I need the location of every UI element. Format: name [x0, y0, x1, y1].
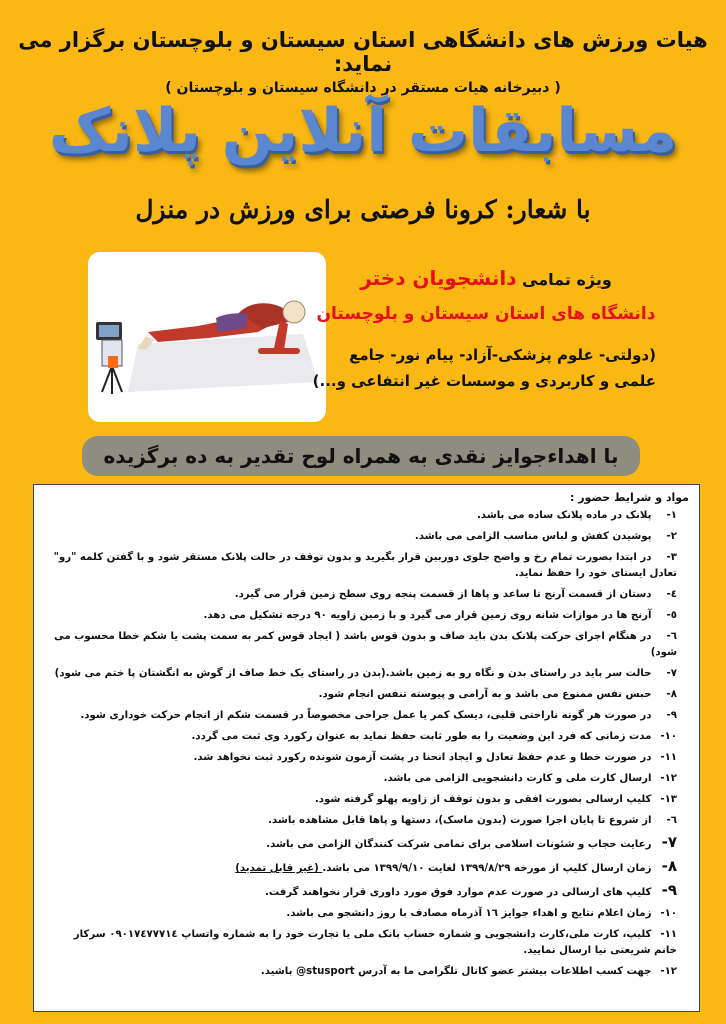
rule-number: ۳- [666, 552, 677, 563]
rule-text: کلیپ ارسالی بصورت افقی و بدون توقف از زاویه پهلو گرفته شود. [314, 794, 652, 805]
rule-number: ۸- [661, 857, 677, 875]
rules-box [33, 484, 700, 1012]
rule-item [48, 729, 689, 745]
rule-item [48, 587, 689, 603]
rule-text: آرنج ها در موازات شانه روی زمین قرار می گیرد و با زمین زاویه ۹۰ درجه تشکیل می دهد. [203, 610, 652, 621]
rule-number: ۸- [666, 689, 677, 700]
university-types-line-2: علمی و کاربردی و موسسات غیر انتفاعی و...) [312, 372, 656, 390]
rule-number: ۱۲- [660, 773, 677, 784]
rule-text: زمان اعلام نتایج و اهداء جوایز ۱٦ آذرماه مصادف با روز دانشجو می باشد. [286, 908, 652, 919]
rule-item [48, 906, 689, 922]
universities-line: دانشگاه های استان سیستان و بلوچستان [316, 304, 656, 324]
prize-banner: با اهداءجوایز نقدی به همراه لوح تقدیر به ده برگزیده [82, 436, 640, 476]
rule-item [48, 813, 689, 829]
slogan: با شعار: کرونا فرصتی برای ورزش در منزل [135, 195, 591, 224]
rule-number: ۱۰- [660, 908, 677, 919]
rule-item [48, 771, 689, 787]
plank-figure-icon [88, 252, 326, 422]
rule-number: ٦- [666, 631, 677, 642]
audience-highlight: دانشجویان دختر [360, 266, 517, 290]
rule-number: ٦- [666, 815, 677, 826]
rule-item [48, 708, 689, 724]
rule-item [48, 750, 689, 766]
rule-text: حالت سر باید در راستای بدن و نگاه رو به زمین باشد.(بدن در راستای یک خط صاف از گوش به انگشتان پا ختم می شود) [54, 668, 652, 679]
rule-text: از شروع تا پایان اجرا صورت (بدون ماسک)، دستها و پاها قابل مشاهده باشد. [268, 815, 652, 826]
competition-title: مسابقات آنلاین پلانک [48, 96, 678, 166]
rule-item [48, 687, 689, 703]
rule-number: ۱۱- [660, 929, 677, 940]
rule-item [48, 792, 689, 808]
rule-number: ۹- [661, 881, 677, 899]
rule-text: کلیپ، کارت ملی،کارت دانشجویی و شماره حساب بانک ملی یا تجارت خود را به شماره واتساپ ۰۹۰۱۷٤۷۷۷۱٤ سرکار خانم شریعتی نیا ارسال نمایید. [73, 929, 677, 956]
rule-item [48, 629, 689, 661]
rule-number: ۱۰- [660, 731, 677, 742]
rule-item [48, 550, 689, 582]
rule-number: ۱۲- [660, 966, 677, 977]
audience-line [306, 266, 666, 290]
rule-text: پلانک در ماده پلانک ساده می باشد. [476, 510, 652, 521]
rule-text: کلیپ های ارسالی در صورت عدم موارد فوق مورد داوری قرار نخواهند گرفت. [264, 887, 652, 898]
rule-text: دستان از قسمت آرنج تا ساعد و پاها از قسمت پنجه روی سطح زمین قرار می گیرد. [234, 589, 652, 600]
organizer-line: هیات ورزش های دانشگاهی استان سیستان و بلوچستان برگزار می نماید: [18, 28, 708, 76]
rule-item [48, 666, 689, 682]
rule-number: ۷- [666, 668, 677, 679]
rule-number: ۹- [666, 710, 677, 721]
rule-number: ۱۱- [660, 752, 677, 763]
audience-prefix: ویژه تمامی [522, 270, 612, 289]
rule-text: در صورت خطا و عدم حفظ تعادل و ایجاد انحنا در پشت آزمون شونده رکورد ثبت نخواهد شد. [193, 752, 652, 763]
rule-text: زمان ارسال کلیپ از مورخه ۱۳۹۹/۸/۲۹ لغایت ۱۳۹۹/۹/۱۰ می باشد. [322, 863, 652, 874]
rule-note: (غیر قابل تمدید) [235, 863, 323, 874]
rule-text: جهت کسب اطلاعات بیشتر عضو کانال تلگرامی ما به آدرس stusport@ باشید. [260, 966, 652, 977]
rule-text: مدت زمانی که فرد این وضعیت را به طور ثابت حفظ نماید به عنوان رکورد وی ثبت می گردد. [191, 731, 652, 742]
rule-text: رعایت حجاب و شئونات اسلامی برای تمامی شرکت کنندگان الزامی می باشد. [266, 839, 652, 850]
audience-block [306, 266, 666, 390]
rule-text: در هنگام اجرای حرکت پلانک بدن باید صاف و بدون قوس باشد ( ایجاد قوس کمر به سمت پشت یا شکم خطا محسوب می شود) [54, 631, 677, 658]
rule-item [48, 529, 689, 545]
rule-text: پوشیدن کفش و لباس مناسب الزامی می باشد. [414, 531, 652, 542]
header [0, 28, 726, 96]
rule-text: در صورت هر گونه ناراحتی قلبی، دیسک کمر یا عمل جراحی مخصوصاً در قسمت شکم از انجام حرکت خوداری شود. [80, 710, 652, 721]
plank-illustration [88, 252, 326, 422]
rule-item [48, 834, 689, 853]
rule-item [48, 858, 689, 877]
rules-list [48, 508, 689, 980]
rule-item [48, 964, 689, 980]
rule-number: ۱- [666, 510, 677, 521]
university-types-line: (دولتی- علوم پزشکی-آزاد- پیام نور- جامع [349, 346, 656, 364]
rule-number: ٤- [666, 589, 677, 600]
rule-text: در ابتدا بصورت تمام رخ و واضح جلوی دوربین قرار بگیرید و بدون توقف در حالت پلانک مستقر شود و با گفتن کلمه "رو" تعادل ایستای خود را حفظ نماید. [53, 552, 677, 579]
rule-item [48, 608, 689, 624]
rule-number: ۲- [666, 531, 677, 542]
secretariat-line: ( دبیرخانه هیات مستقر در دانشگاه سیستان و بلوچستان ) [165, 80, 561, 96]
rule-text: ارسال کارت ملی و کارت دانشجویی الزامی می باشد. [383, 773, 652, 784]
rule-item [48, 927, 689, 959]
rule-number: ۱۳- [660, 794, 677, 805]
rules-heading: مواد و شرایط حضور : [569, 491, 689, 504]
rule-item [48, 508, 689, 524]
rule-number: ۷- [661, 833, 677, 851]
rule-item [48, 882, 689, 901]
rule-text: حبس نفس ممنوع می باشد و به آرامی و پیوسته تنفس انجام شود. [318, 689, 652, 700]
rule-number: ٥- [666, 610, 677, 621]
